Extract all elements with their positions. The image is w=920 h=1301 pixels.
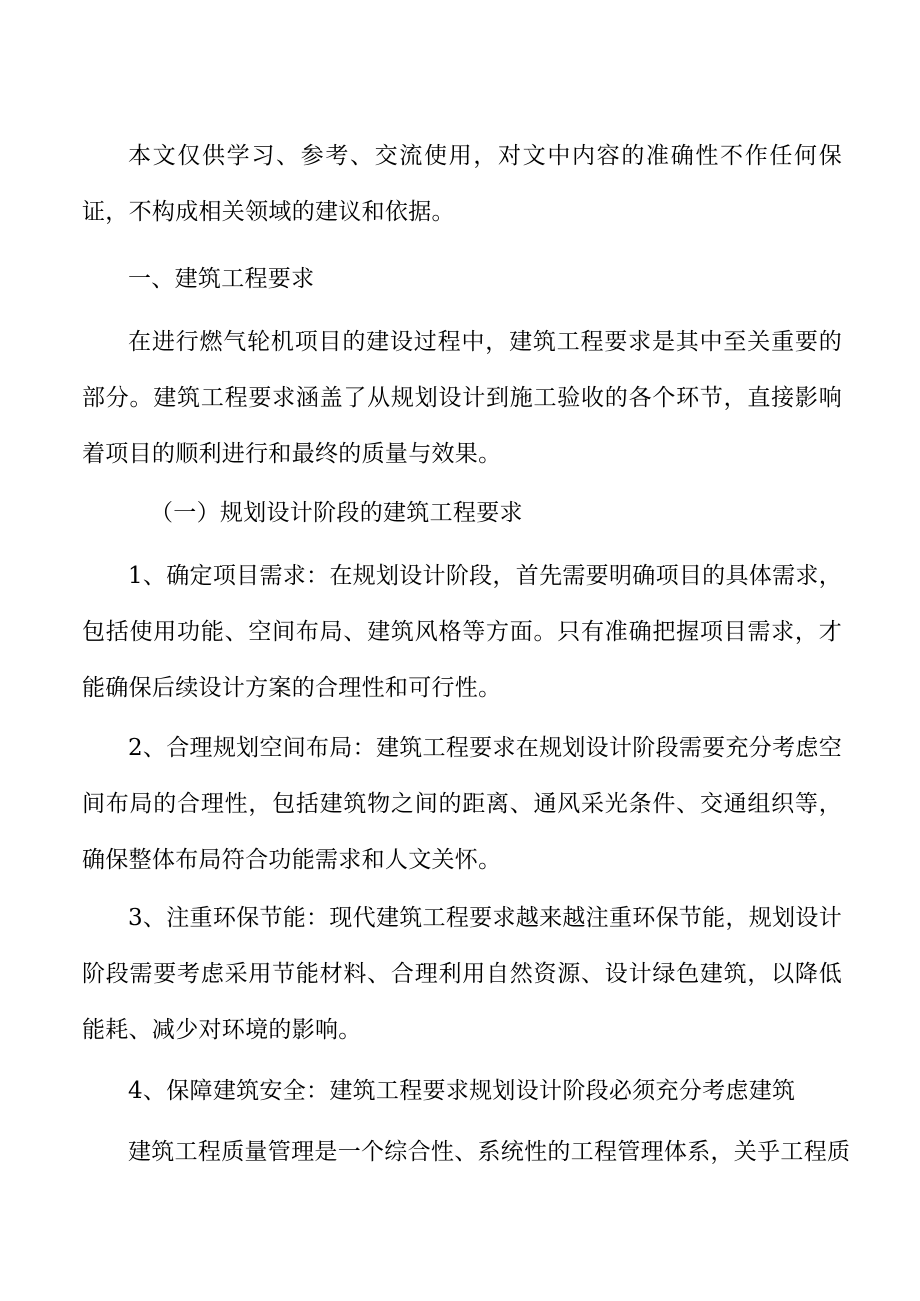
- list-item: 1、确定项目需求：在规划设计阶段，首先需要明确项目的具体需求，包括使用功能、空间布局、建筑风格等方面。只有准确把握项目需求，才能确保后续设计方案的合理性和可行性。: [82, 563, 842, 701]
- disclaimer-paragraph: 本文仅供学习、参考、交流使用，对文中内容的准确性不作任何保证，不构成相关领域的建议和依据。: [82, 143, 842, 225]
- trailing-paragraph: 建筑工程质量管理是一个综合性、系统性的工程管理体系，关乎工程质: [128, 1139, 851, 1165]
- subsection-heading: （一）规划设计阶段的建筑工程要求: [150, 500, 523, 526]
- list-item: 4、保障建筑安全：建筑工程要求规划设计阶段必须充分考虑建筑: [128, 1078, 796, 1104]
- list-item: 2、合理规划空间布局：建筑工程要求在规划设计阶段需要充分考虑空间布局的合理性，包括建筑物之间的距离、通风采光条件、交通组织等，确保整体布局符合功能需求和人文关怀。: [82, 735, 842, 873]
- list-item: 3、注重环保节能：现代建筑工程要求越来越注重环保节能，规划设计阶段需要考虑采用节能材料、合理利用自然资源、设计绿色建筑，以降低能耗、减少对环境的影响。: [82, 905, 842, 1043]
- intro-paragraph: 在进行燃气轮机项目的建设过程中，建筑工程要求是其中至关重要的部分。建筑工程要求涵盖了从规划设计到施工验收的各个环节，直接影响着项目的顺利进行和最终的质量与效果。: [82, 329, 842, 467]
- section-heading: 一、建筑工程要求: [128, 266, 315, 292]
